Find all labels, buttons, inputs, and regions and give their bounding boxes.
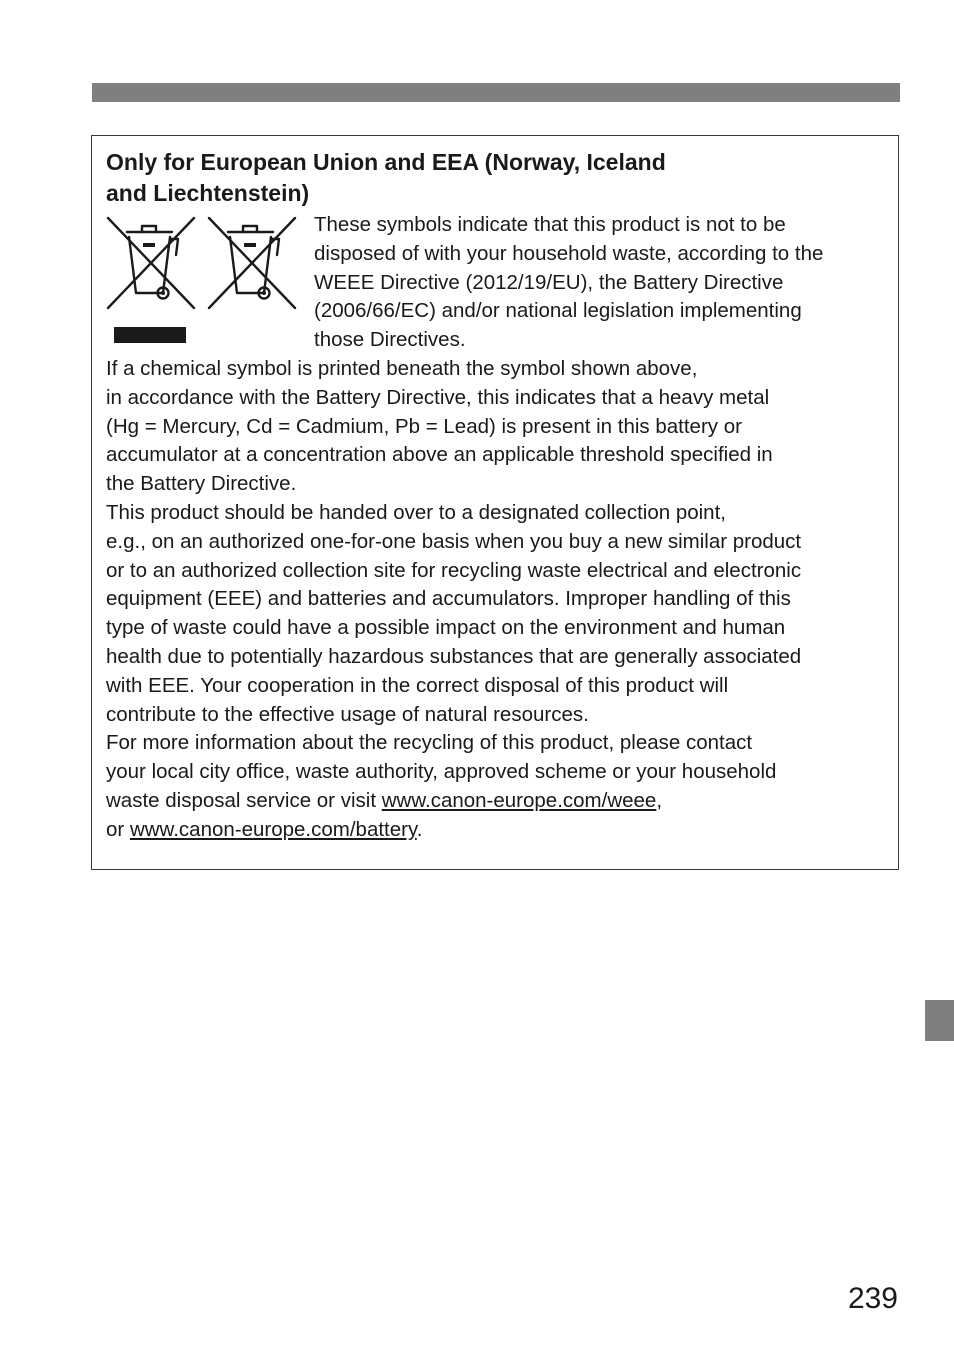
collection-line: health due to potentially hazardous substances that are generally associated [106,644,802,668]
notice-body [106,355,886,845]
collection-line: with EEE. Your cooperation in the correct disposal of this product will [106,673,729,697]
notice-heading [106,147,806,209]
weee-link[interactable]: www.canon-europe.com/weee [381,788,657,812]
more-info-line: your local city office, waste authority, approved scheme or your household [106,760,777,784]
chemical-symbol-bar [114,327,186,343]
battery-link[interactable]: www.canon-europe.com/battery [129,817,417,841]
more-info-line-3-prefix: waste disposal service or visit [106,788,382,812]
chemical-line: (Hg = Mercury, Cd = Cadmium, Pb = Lead) is present in this battery or [106,414,742,438]
page-number: 239 [847,1282,898,1315]
intro-line: These symbols indicate that this product is not to be [314,213,786,236]
chapter-side-tab [925,1000,954,1041]
heading-line-2: and Liechtenstein) [106,180,310,206]
intro-line: WEEE Directive (2012/19/EU), the Battery Directive [314,270,784,294]
intro-line: those Directives. [314,328,466,352]
heading-line-1: Only for European Union and EEA (Norway, Iceland [106,149,666,175]
chemical-line: accumulator at a concentration above an applicable threshold specified in [106,443,773,467]
more-info-line-4-suffix: . [416,817,423,841]
collection-line: equipment (EEE) and batteries and accumulators. Improper handling of this [106,587,791,611]
collection-paragraph [106,499,886,729]
disposal-symbols [105,215,300,347]
chemical-line: If a chemical symbol is printed beneath the symbol shown above, [106,357,698,380]
eu-disposal-notice [91,135,899,870]
crossed-out-wheeled-bin-icon [206,215,298,313]
chemical-line: the Battery Directive. [106,472,297,496]
symbols-intro-text [314,211,884,355]
collection-line: e.g., on an authorized one-for-one basis when you buy a new similar product [106,529,802,553]
collection-line: contribute to the effective usage of natural resources. [106,702,589,726]
more-info-line-3-suffix: , [656,788,663,812]
collection-line: This product should be handed over to a designated collection point, [106,500,726,524]
chemical-line: in accordance with the Battery Directive, this indicates that a heavy metal [106,385,770,409]
chemical-symbol-paragraph [106,355,886,499]
crossed-out-wheeled-bin-icon [105,215,197,313]
more-info-line-4-prefix: or [106,817,130,841]
intro-line: (2006/66/EC) and/or national legislation implementing [314,299,802,323]
intro-line: disposed of with your household waste, according to the [314,241,824,265]
more-info-line: For more information about the recycling of this product, please contact [106,731,753,755]
collection-line: or to an authorized collection site for recycling waste electrical and electronic [106,558,802,582]
collection-line: type of waste could have a possible impact on the environment and human [106,616,786,640]
more-info-paragraph [106,729,886,844]
header-gray-bar [92,83,900,102]
